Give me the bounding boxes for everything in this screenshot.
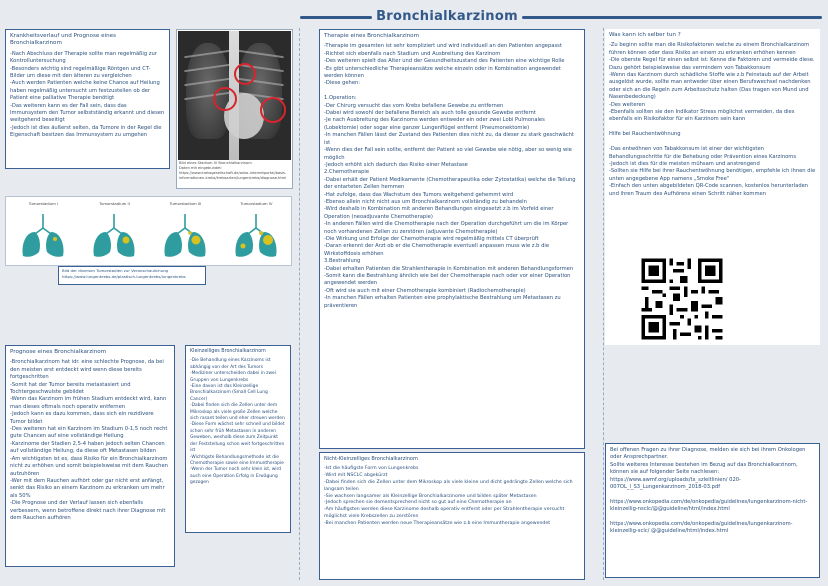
text-line: -Des weiteren spielt das Alter und der Gesundheitszustand des Patienten eine wichtige Rolle: [324, 58, 565, 65]
text-line: -Am häufigsten werden diese Karzinome deshalb operativ entfernt oder per Strahlentherapie versucht möglichst viele Krebszellen zu zerstören: [324, 507, 566, 520]
stage-label: Tumorstadium IV: [240, 201, 273, 206]
text-line: -Sie wachsen langsamer als Kleinzellige Bronchialkarzinome und bilden später Metastasen: [324, 493, 537, 499]
text-line: -Jedoch ist dies äußerst selten, da Tumore in der Regel die Eigenschaft besitzen das Immunsystem zu umgehen: [10, 124, 164, 139]
text-line: -Richtet sich ebenfalls nach Stadium und Ausbreitung des Karzinom: [324, 50, 501, 57]
text-line: -Dabei wird sowohl der befallene Bereich als auch tolle gesunde Gewebe entfernt: [324, 110, 536, 117]
text-line: -Ist die häufigste Form von Lungenkrebs: [324, 465, 419, 471]
text-line: -Wenn der Tumor noch sehr klein ist, wird auch eine Operation Erfolg in Erwägung gezogen: [190, 467, 283, 486]
text-line: -Des weiteren: [609, 101, 646, 108]
box-lines: [10, 359, 170, 522]
box-lines: [190, 358, 286, 486]
title-bar: [300, 9, 822, 25]
text-line: -Wird mit NSCLC abgekürzt: [324, 472, 388, 478]
text-line: -Therapie im gesamten ist sehr kompliziert und wird individuell an den Patienten angepasst: [324, 43, 562, 50]
title-line-right: [522, 16, 822, 19]
box-lines: [610, 447, 815, 536]
stage-panel: [155, 201, 216, 261]
text-line: https://www.awmf.org/uploads/tx_szleitlinien/ 020-007OL_l_S3_Lungenkarzinom_2018-03.pdf: [610, 476, 741, 491]
box-heading: Therapie eines Bronchialkarzinom: [324, 33, 420, 39]
therapie-box: [319, 29, 585, 449]
box-lines: [324, 466, 580, 528]
text-line: -Somit kann die Bestrahlung ähnlich wie bei der Chemotherapie nach oder vor einer Operation angewendet werden: [324, 273, 573, 287]
stage-panel: [13, 201, 74, 261]
box-heading: Nicht-Kleinzelliges Bronchialkarzinom: [324, 456, 418, 462]
box-lines: [10, 51, 165, 140]
text-line: -Wichtigste Behandlungsmethode ist die Chemotherapie sowie eine Immuntherapie: [190, 454, 284, 466]
kleinzellig-box: [185, 345, 291, 533]
text-line: -Ebenfalls sollten sie den Indikator Stress möglichst vermeiden, da dies ebenfalls ein Risikofaktor für ein Karzinom sein kann: [609, 109, 797, 123]
text-line: -Einfach den unten abgebildeten QR-Code scannen, kostenlos herunterladen und ihren Traum des Aufhörens einen Schritt näher kommen: [609, 183, 810, 197]
text-line: -Die Wirkung und Erfolge der Chemotherapie wird regelmäßig mittels CT überprüft: [324, 235, 539, 242]
xray-figure: [176, 29, 293, 189]
text-line: -Der Chirurg versucht das vom Krebs befallene Gewebe zu entfernen: [324, 102, 504, 109]
fragen-box: [605, 443, 820, 578]
text-line: https://www.onkopedia.com/de/onkopedia/guidelines/lungenkarzinom-nicht-kleinzellig-nsclc/@@guideline/html/index.html: [610, 498, 808, 513]
text-line: -Oft wird sie auch mit einer Chemotherapie kombiniert (Radiochemotherapie): [324, 287, 526, 294]
text-line: -Diese gehen:: [324, 80, 361, 87]
box-heading: Was kann ich selber tun ?: [609, 32, 681, 38]
text-line: 2.Chemotherapie: [324, 169, 370, 176]
xray-caption: Bild eines Stadium IV Bronchialkarzinom Daten mit eingebundet: https://www.krebsgesellschaft.de/onko-internetportal/basis-informationen-krebs/krebsarten/lungenkrebs/diagnose.html: [179, 161, 287, 180]
text-line: -Dabei finden sich die Zellen unter dem Mikroskop als viele große Zellen welche sich rasant teilen und eher streuen werden: [190, 403, 285, 422]
text-line: -Daran erkennt der Arzt ob er die Chemotherapie eventuell anpassen muss wie z.b die Wirkstoffdosis erhöhen: [324, 243, 551, 257]
text-line: -Jedoch kann es dazu kommen, dass sich ein rezidivere Tumor bildet: [10, 411, 156, 425]
text-line: -Das weiteren kann es der Fall sein, dass das Immunsystem den Tumor selbstständig erkannt und diesen weitgehend beseitigt: [10, 102, 166, 124]
tumor-stages-figure: [5, 196, 292, 266]
text-line: [610, 491, 815, 498]
stage-panel: [84, 201, 145, 261]
page-title: Bronchialkarzinom: [376, 9, 518, 24]
text-line: -Diese Form wächst sehr schnell und bildet schon sehr früh Metastasen in anderen Geweben, weshalb diese zum Zeitpunkt der Feststellung schon weit fortgeschritten ist: [190, 422, 286, 454]
text-line: -Dabei erhalten Patienten die Strahlentherapie in Kombination mit anderen Behandlungsformen: [324, 265, 574, 272]
column-divider: [299, 28, 300, 580]
text-line: -Wird deshalb in Kombination mit anderen Behandlungen eingesetzt z.b im Vorfeld einer Operation (neoadjuvante Chemotherapie): [324, 206, 556, 220]
stages-caption: Bild der diversen Tumorstadien zur Veranschaulichung https://www.lungenkrebs.de/plastisch-lungenkrebs/lungenkrebs: [58, 266, 206, 285]
text-line: 3.Bestrahlung: [324, 258, 361, 265]
text-line: [609, 124, 816, 131]
stage-label: Tumorstadium II: [99, 201, 130, 206]
xray-image: [178, 31, 291, 160]
box-heading: Prognose eines Bronchialkarzinom: [10, 349, 107, 355]
text-line: [324, 88, 580, 95]
text-line: -Jedoch sprechen sie dementsprechend nicht so gut auf eine Chemotherapie an: [324, 500, 512, 506]
text-line: -Es gibt unterschiedliche Therapieansätze welche einzeln oder in Kombination angewendet werden können: [324, 65, 563, 80]
text-line: -Zu beginn sollte man die Risikofaktoren welche zu einem Bronchialkarzinom führen können oder dass Risiko an einem zu erkranken erhöhen kennen: [609, 42, 811, 56]
text-line: -Jedoch erhöht sich dadurch das Risiko einer Metastase: [324, 161, 468, 168]
text-line: -Dabei finden sich die Zellen unter dem Mikroskop als viele kleine und dicht gedrängte Zellen welche sich langsam teilen: [324, 479, 575, 492]
prognose-box: [5, 345, 175, 567]
stage-label: Tumorstadium I: [28, 201, 59, 206]
tumor-marker: [260, 97, 286, 123]
text-line: -Bei manchen Patienten werden neue Therapieansätze wie z.b eine Immuntherapie angewendet: [324, 521, 551, 527]
text-line: -Das entwöhnen von Tabakkonsum ist einer der wichtigsten Behandlungsschritte für die Behebung oder Prävention eines Karzinoms: [609, 146, 797, 160]
text-line: -Dabei erhält der Patient Medikamente (Chemotherapeutika oder Zytostatika) welche die Teilung der entarteten Zellen hemmen: [324, 176, 578, 191]
text-line: -In manchen Fällen erhalten Patienten eine prophylaktische Bestrahlung um Metastasen zu präventieren: [324, 295, 563, 309]
text-line: -Wer mit dem Rauchen aufhört oder gar nicht erst anfängt, senkt das Risiko an einem Karzinom zu erkranken um mehr als 50%: [10, 477, 167, 499]
text-line: -Nach Abschluss der Therapie sollte man regelmäßig zur Kontrolluntersuchung: [10, 50, 159, 65]
column-divider: [603, 28, 604, 580]
text-line: -Eine davon ist das Kleinzellige Bronchialkarzinom (Small Cell Lung Cancer): [190, 384, 270, 402]
text-line: [609, 139, 816, 146]
text-line: -Bronchialkarzinom hat idr. eine schlechte Prognose, da bei den meisten erst entdeckt wird wenn diese bereits fortgeschritten: [10, 359, 166, 381]
text-line: -Wenn das Karzinom durch schädliche Stoffe wie z.b Feinstaub auf der Arbeit ausgelöst wurde, sollte man entweder über einen Berufswechsel nachdenken oder sich an die Regeln zum Arbeitsschutz halten (Das tragen von Mund und Nasenbedeckung): [609, 72, 813, 101]
text-line: -Sollten sie Hilfe bei ihrer Rauchentwöhnung benötigen, empfehle ich ihnen die unten angegebene App namens „Smoke Free": [609, 168, 817, 182]
box-lines: [609, 42, 816, 198]
box-heading: Krankheitsverlauf und Prognose eines Bronchialkarzinom: [10, 33, 116, 47]
text-line: Hilfe bei Rauchentwöhnung: [609, 131, 681, 138]
box-heading: Kleinzelliges Bronchialkarzinom: [190, 349, 266, 354]
tumor-marker: [234, 63, 256, 85]
text-line: -In manchen Fällen lässt der Zustand des Patienten dies nicht zu, da dieser zu stark geschwächt ist: [324, 132, 576, 146]
stage-label: Tumorstadium III: [169, 201, 202, 206]
text-line: -Auch werden Patienten welche keine Chance auf Heilung haben regelmäßig untersucht um festzustellen ob der Patient eine palliative Therapie benötigt: [10, 80, 162, 102]
stage-panel: [226, 201, 287, 261]
text-line: -Besonders wichtig sind regelmäßige Röntgen und CT-Bilder um diese mit den älteren zu vergleichen: [10, 65, 151, 80]
text-line: Sollte weiteres Interesse bestehen im Bezug auf das Bronchialkarzinom, können sie auf folgender Seite nachlesen:: [610, 461, 800, 476]
text-line: -Die Behandlung eines Karzinoms ist abhängig von der Art des Tumors: [190, 358, 272, 370]
tumor-marker: [213, 87, 237, 111]
text-line: -Des weiteren hat ein Karzinom im Stadium 0-1,5 noch recht gute Chancen auf eine vollständige Heilung: [10, 426, 170, 440]
text-line: 1.Operation:: [324, 95, 357, 102]
text-line: -Am wichtigsten ist es, dass Risiko für ein Bronchialkarzinom nicht zu erhöhen und somit beispielsweise mit dem Rauchen aufzuhören: [10, 455, 170, 477]
text-line: -Jedoch ist dies für die meisten mühsam und anstrengend: [609, 160, 760, 167]
text-line: -Die Prognose und der Verlauf lassen sich ebenfalls verbessern, wenn betroffene direkt nach ihrer Diagnose mit dem Rauchen aufhören: [10, 500, 168, 521]
text-line: https://www.onkopedia.com/de/onkopedia/guidelines/lungenkarzinom-kleinzellig-sclc/ @@guideline/html/index.html: [610, 521, 793, 535]
text-line: -In anderen Fällen wird die Chemotherapie nach der Operation durchgeführt um die im Körper noch vorhandenen Zellen zu zerstören (adjuvante Chemotherapie): [324, 221, 570, 235]
text-line: -Ebenso allein nicht nicht aus um Bronchialkarzinom vollständig zu behandeln: [324, 198, 527, 205]
selbst-box: [605, 29, 820, 263]
text-line: -Die oberste Regel für einen selbst ist: Kenne die Faktoren und vermeide diese. Dazu gehört beispielsweise das vermindern von Tabakkonsum: [609, 57, 817, 71]
qr-code-image[interactable]: [638, 255, 726, 343]
text-line: -Mediziner unterscheiden dabei in zwei Gruppen von Lungenkrebs: [190, 371, 278, 383]
text-line: [610, 514, 815, 521]
nichtkleinzellig-box: [319, 452, 585, 580]
box-lines: [324, 43, 580, 310]
text-line: -Hat zufolge, dass das Wachstum des Tumors weitgehend gehemmt wird: [324, 191, 514, 198]
text-line: -Karzinome der Stadien 2,5-4 haben jedoch selten Chancen auf vollständige Heilung, da diese oft Metastasen bilden: [10, 440, 167, 455]
text-line: -Wenn das Karzinom im frühen Stadium entdeckt wird, kann man dieses oftmals noch operativ entfernen: [10, 396, 168, 410]
text-line: -Je nach Ausbreitung des Karzinoms werden entweder ein oder zwei Lobi Pulmonales (Lobektomie) oder sogar eine ganzer Lungenflügel entfernt (Pneumonektomie): [324, 117, 547, 131]
krankheitsverlauf-box: [5, 29, 170, 169]
text-line: -Wenn dies der Fall sein sollte, entfernt der Patient so viel Gewebe wie nötig, aber so wenig wie möglich: [324, 147, 574, 161]
title-line-left: [300, 16, 372, 19]
text-line: -Somit hat der Tumor bereits metastasiert und Tochtergeschwulste gebildet: [10, 381, 133, 396]
text-line: Bei offenen Fragen zu ihrer Diagnose, melden sie sich bei ihrem Onkologen oder Ansprechpartner.: [610, 447, 808, 461]
